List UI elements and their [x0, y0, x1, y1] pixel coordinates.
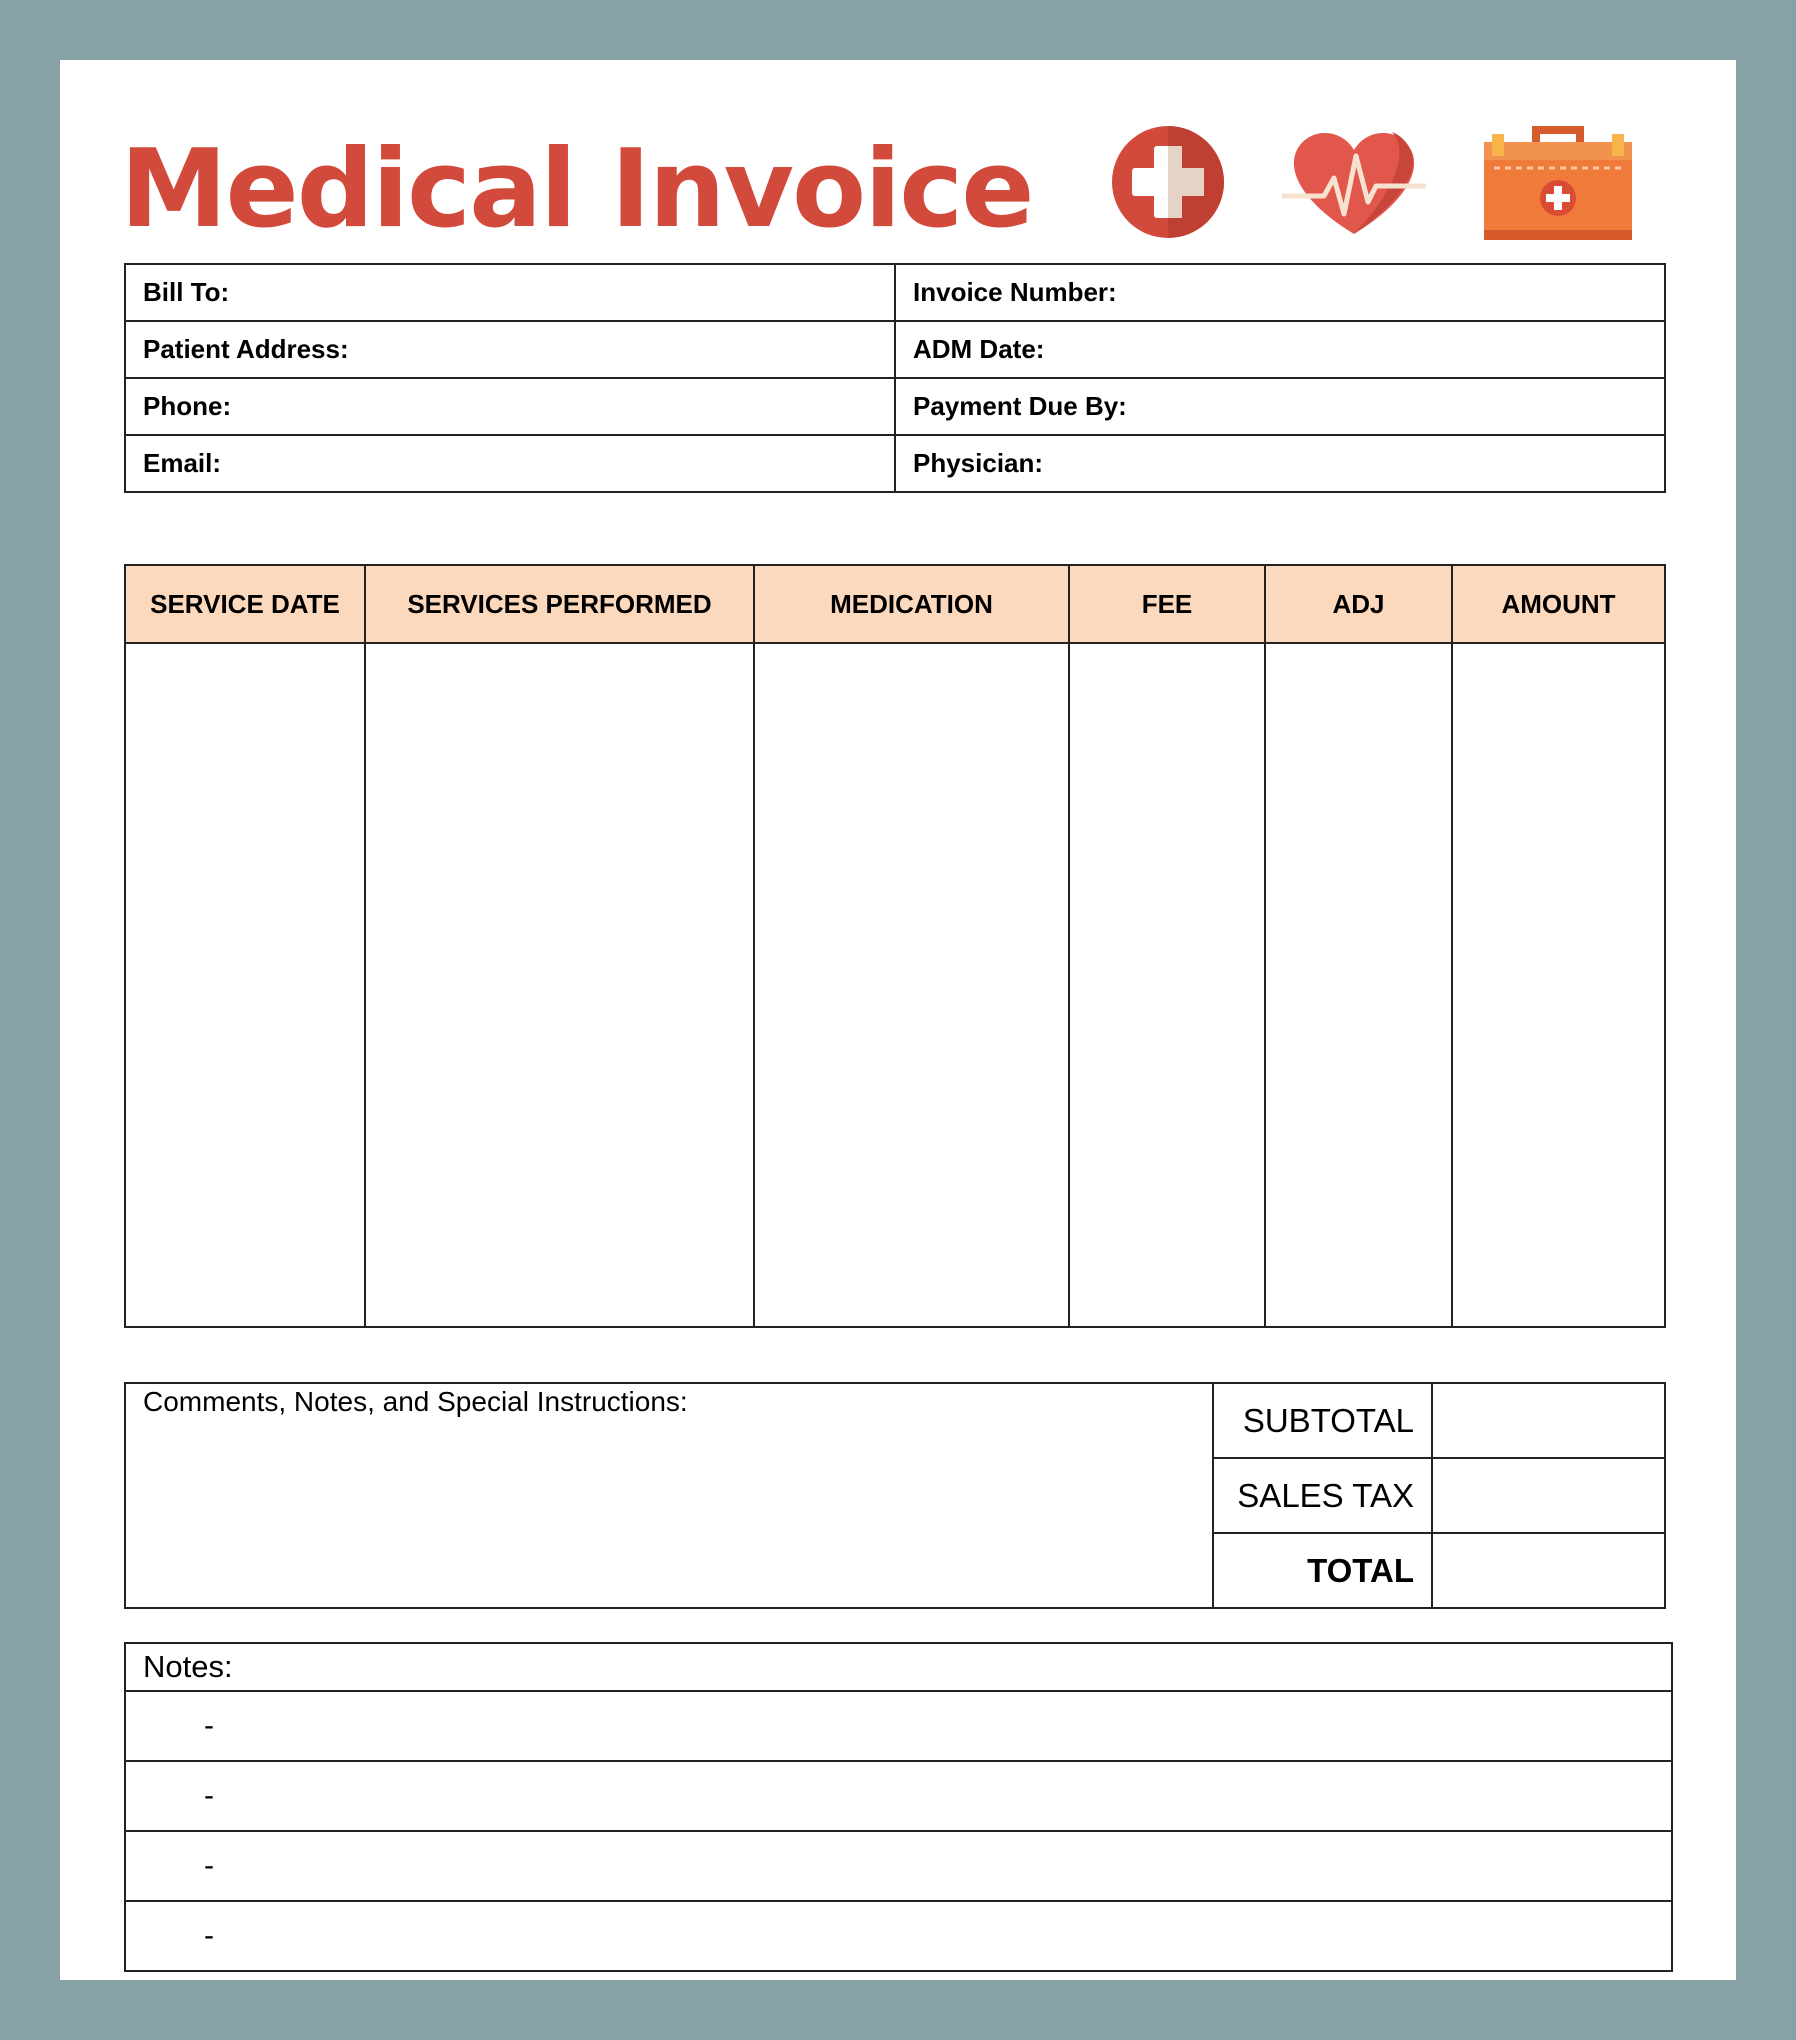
sales-tax-value[interactable] — [1432, 1458, 1665, 1533]
total-label: TOTAL — [1213, 1533, 1432, 1608]
col-header-services-performed: SERVICES PERFORMED — [365, 565, 754, 643]
patient-address-field[interactable]: Patient Address: — [125, 321, 895, 378]
services-body-row — [125, 643, 1665, 1327]
col-header-fee: FEE — [1069, 565, 1265, 643]
col-header-medication: MEDICATION — [754, 565, 1069, 643]
services-table — [124, 564, 1666, 1328]
billing-info-table — [124, 263, 1666, 493]
notes-label: Notes: — [125, 1643, 1672, 1691]
totals-row — [125, 1383, 1665, 1458]
comments-area[interactable] — [125, 1383, 1213, 1608]
services-header-row — [125, 565, 1665, 643]
invoice-page — [60, 60, 1736, 1980]
note-item[interactable]: - — [125, 1691, 1672, 1761]
info-row — [125, 378, 1665, 435]
adm-date-field[interactable]: ADM Date: — [895, 321, 1665, 378]
notes-row — [125, 1691, 1672, 1761]
info-row — [125, 321, 1665, 378]
notes-header-row — [125, 1643, 1672, 1691]
note-item[interactable]: - — [125, 1831, 1672, 1901]
bill-to-field[interactable]: Bill To: — [125, 264, 895, 321]
invoice-number-field[interactable]: Invoice Number: — [895, 264, 1665, 321]
payment-due-field[interactable]: Payment Due By: — [895, 378, 1665, 435]
medication-cell[interactable] — [754, 643, 1069, 1327]
phone-field[interactable]: Phone: — [125, 378, 895, 435]
first-aid-kit-icon — [1480, 120, 1636, 244]
notes-row — [125, 1761, 1672, 1831]
comments-label: Comments, Notes, and Special Instructions: — [143, 1386, 688, 1417]
notes-row — [125, 1901, 1672, 1971]
service-date-cell[interactable] — [125, 643, 365, 1327]
fee-cell[interactable] — [1069, 643, 1265, 1327]
notes-table — [124, 1642, 1673, 1972]
amount-cell[interactable] — [1452, 643, 1665, 1327]
note-item[interactable]: - — [125, 1761, 1672, 1831]
email-field[interactable]: Email: — [125, 435, 895, 492]
subtotal-label: SUBTOTAL — [1213, 1383, 1432, 1458]
info-row — [125, 435, 1665, 492]
adj-cell[interactable] — [1265, 643, 1452, 1327]
notes-row — [125, 1831, 1672, 1901]
total-value[interactable] — [1432, 1533, 1665, 1608]
heartbeat-icon — [1282, 122, 1426, 242]
col-header-service-date: SERVICE DATE — [125, 565, 365, 643]
col-header-amount: AMOUNT — [1452, 565, 1665, 643]
subtotal-value[interactable] — [1432, 1383, 1665, 1458]
col-header-adj: ADJ — [1265, 565, 1452, 643]
physician-field[interactable]: Physician: — [895, 435, 1665, 492]
page-title: Medical Invoice — [120, 127, 1033, 252]
services-performed-cell[interactable] — [365, 643, 754, 1327]
medical-cross-icon — [1110, 124, 1226, 240]
note-item[interactable]: - — [125, 1901, 1672, 1971]
totals-table — [124, 1382, 1666, 1609]
info-row — [125, 264, 1665, 321]
sales-tax-label: SALES TAX — [1213, 1458, 1432, 1533]
